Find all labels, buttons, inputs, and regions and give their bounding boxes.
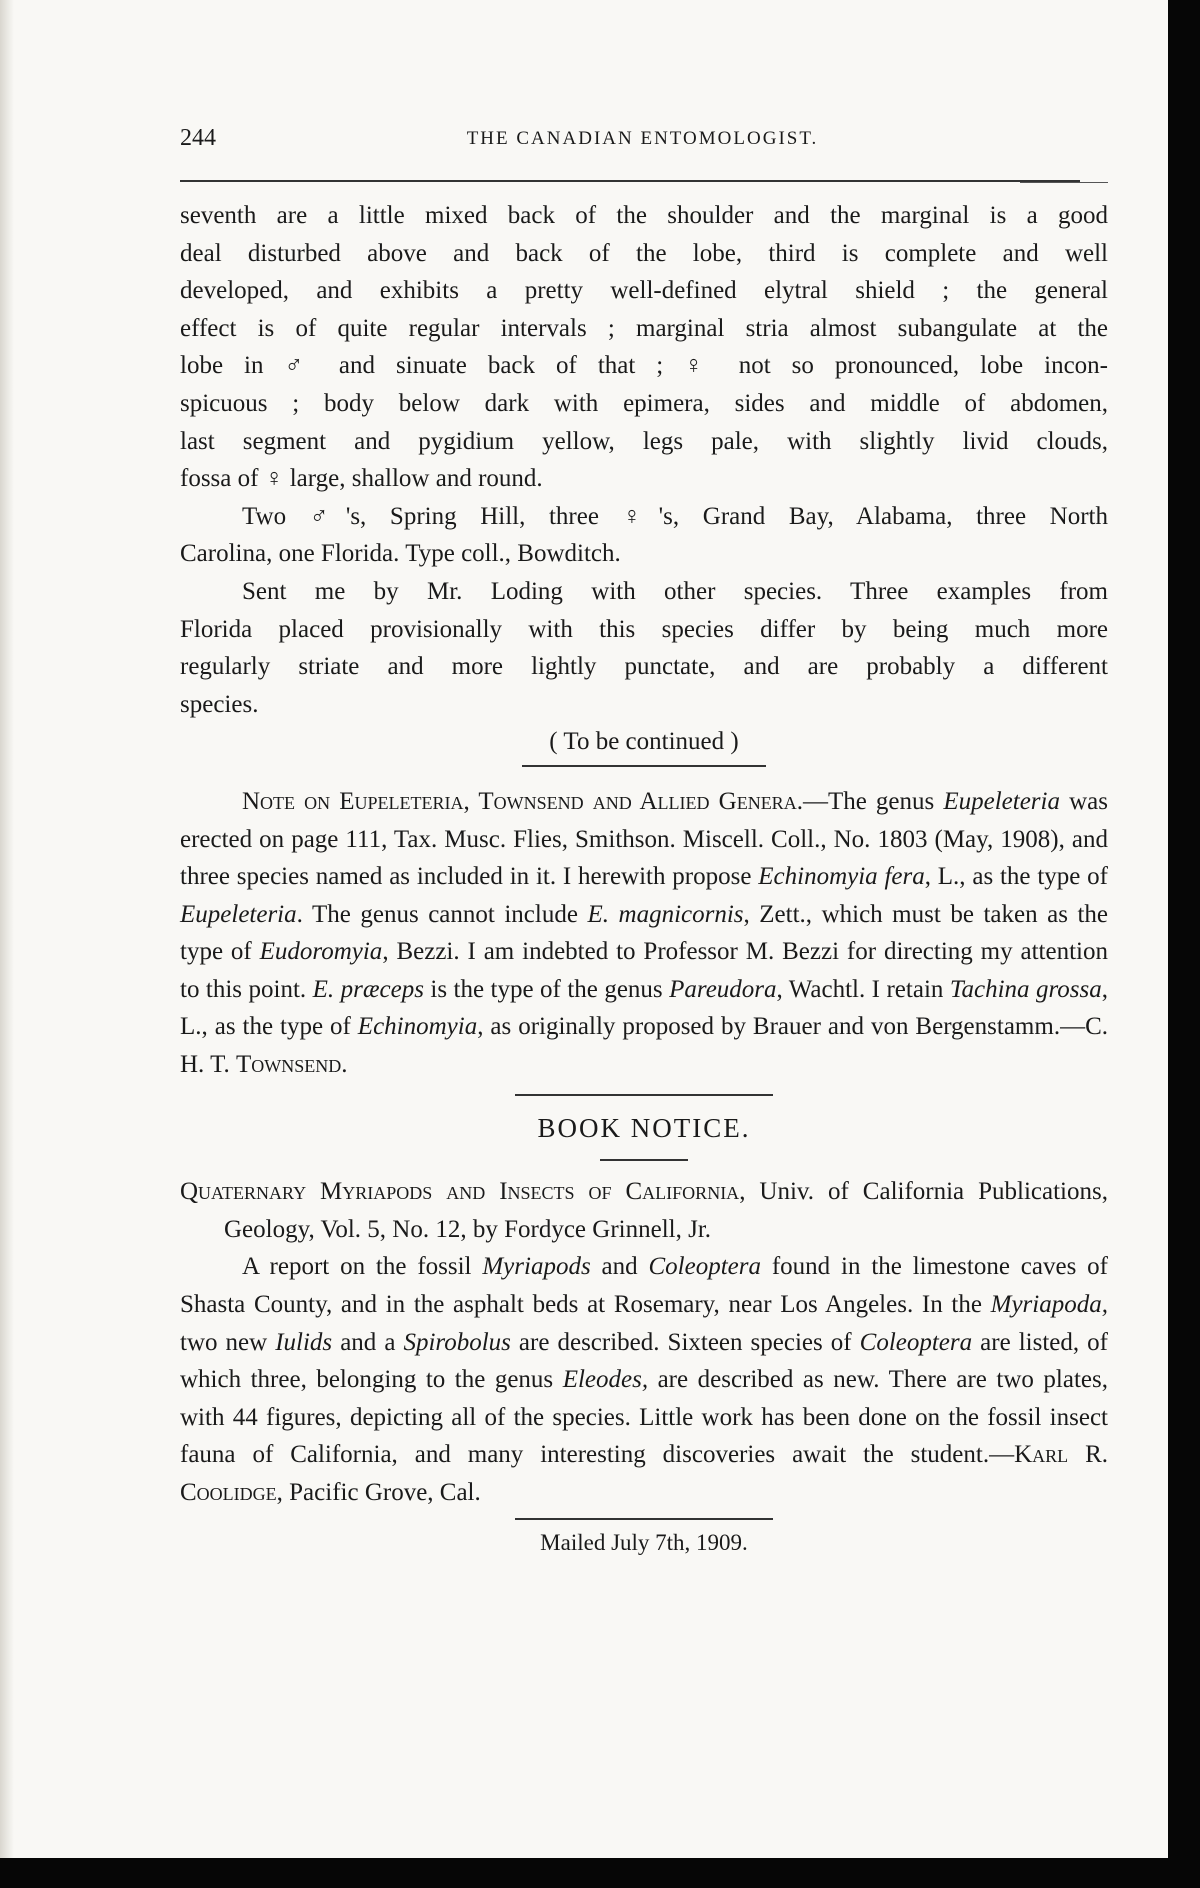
species-name: Echinomyia fera <box>758 863 925 891</box>
description-line: fossa of ♀ large, shallow and round. <box>180 465 543 493</box>
description-line: deal disturbed above and back of the lobe, third is complete and well <box>180 239 1108 267</box>
species-name: E. magnicornis <box>587 900 744 928</box>
description-line: seventh are a little mixed back of the shoulder and the marginal is a good <box>180 202 1108 229</box>
note-text: , as originally proposed by Brauer and von Bergenstamm.—C. H. T. <box>180 1013 1108 1079</box>
remarks-line: regularly striate and more lightly punctate, and are probably a different <box>180 653 1108 681</box>
localities-line: Two ♂'s, Spring Hill, three ♀'s, Grand Bay, Alabama, three North <box>242 502 1108 530</box>
review-text: two new <box>180 1328 276 1356</box>
citation-details: , Univ. of California Publications, Geology, Vol. 5, No. 12, by Fordyce Grinnell, Jr. <box>224 1178 1108 1243</box>
review-text: and <box>590 1253 649 1281</box>
remarks-paragraph <box>180 573 1108 723</box>
description-line: spicuous ; body below dark with epimera, sides and middle of abdomen, <box>180 389 1108 417</box>
localities-line: Carolina, one Florida. Type coll., Bowditch. <box>180 540 621 568</box>
page-body <box>180 197 1108 1561</box>
page-number: 244 <box>180 125 216 151</box>
genus-name: Echinomyia <box>357 1013 478 1041</box>
genus-name: Eupeleteria <box>943 787 1060 815</box>
taxon-name: Myriapoda, <box>990 1291 1108 1319</box>
book-review-paragraph <box>180 1248 1108 1511</box>
description-line: last segment and pygidium yellow, legs pale, with slightly livid clouds, <box>180 427 1108 455</box>
species-name: E. præceps <box>312 975 424 1003</box>
scan-border-right <box>1168 0 1200 1888</box>
genus-name: Eudoromyia <box>259 938 383 966</box>
species-name: Tachina grossa <box>949 975 1102 1003</box>
to-be-continued: ( To be continued ) <box>549 728 739 756</box>
genus-name: Eupeleteria <box>180 900 297 928</box>
note-text: , L., as the type of <box>924 863 1108 891</box>
section-rule <box>515 1094 773 1096</box>
note-author: Townsend. <box>236 1051 348 1079</box>
note-text: , L., as the type of <box>180 975 1108 1041</box>
taxon-name: Spirobolus <box>403 1328 511 1356</box>
title-rule <box>600 1159 688 1161</box>
taxon-name: Coleoptera <box>648 1253 761 1281</box>
description-line: developed, and exhibits a pretty well-defined elytral shield ; the general <box>180 277 1108 305</box>
remarks-line: Florida placed provisionally with this species differ by being much more <box>180 615 1108 643</box>
scan-border-bottom <box>0 1858 1200 1888</box>
taxon-name: Eleodes, <box>562 1366 649 1394</box>
species-description <box>180 197 1108 498</box>
section-rule <box>522 765 766 767</box>
note-text: , Wachtl. I retain <box>776 975 950 1003</box>
note-text: is the type of the genus <box>423 975 670 1003</box>
review-text: are listed, of which three, belonging to the genus <box>180 1328 1108 1394</box>
mailed-date: Mailed July 7th, 1909. <box>540 1529 748 1555</box>
reviewer-name: Karl R. Coolidge <box>180 1441 1109 1506</box>
taxon-name: Iulids <box>275 1328 333 1356</box>
note-text: , Zett., which must be taken as the type of <box>180 900 1108 966</box>
description-line: lobe in ♂ and sinuate back of that ; ♀ not so pronounced, lobe incon- <box>180 352 1108 380</box>
genus-name: Pareudora <box>669 975 777 1003</box>
review-text: are described. Sixteen species of <box>510 1328 860 1356</box>
review-text: found in the limestone caves of Shasta County, and in the asphalt beds at Rosemary, near Los Angeles. In the <box>180 1253 1108 1319</box>
note-heading: Note on Eupeleteria, Townsend and Allied Genera. <box>242 787 803 815</box>
remarks-line: Sent me by Mr. Loding with other species. Three examples from <box>242 577 1108 605</box>
note-text: was erected on page 111, Tax. Musc. Flies, Smithson. Miscell. Coll., No. 1803 (May, 1908), and three species named as included in it. I herewith propose <box>180 787 1108 891</box>
citation-title: Quaternary Myriapods and Insects of California <box>180 1178 740 1206</box>
review-text: are described as new. There are two plates, with 44 figures, depicting all of the species. Little work has been done on the fossil insect fauna of California, and many interesting discoveries await the student.— <box>180 1366 1108 1469</box>
localities-paragraph <box>180 498 1108 573</box>
header-rule <box>180 180 1080 182</box>
footer-rule <box>515 1518 773 1520</box>
book-citation <box>180 1173 1108 1248</box>
taxon-name: Myriapods <box>482 1253 591 1281</box>
reviewer-location: , Pacific Grove, Cal. <box>276 1479 481 1506</box>
remarks-line: species. <box>180 690 259 718</box>
note-paragraph: Note on Eupeleteria, Townsend and Allied Genera.—The genus Eupeleteria was erected on page 111, Tax. Musc. Flies, Smithson. Miscell. Coll., No. 1803 (May, 1908), and three species named as included in it. I herewith propose Echinomyia fera, L., as the type of Eupeleteria. The genus cannot include E. magnicornis, Zett., which must be taken as the type of Eudoromyia, Bezzi. I am indebted to Professor M. Bezzi for directing my attention to this point. E. præceps is the type of the genus Pareudora, Wachtl. I retain Tachina grossa, L., as the type of Echinomyia, as originally proposed by Brauer and von Bergenstamm.—C. H. T. Townsend. <box>180 787 1108 1079</box>
review-text: and a <box>332 1328 404 1356</box>
header-rule-extension <box>1020 182 1108 183</box>
page-left-shadow <box>0 0 14 1858</box>
note-text: , Bezzi. I am indebted to Professor M. Bezzi for directing my attention to this point. <box>180 938 1108 1003</box>
taxon-name: Coleoptera <box>859 1328 973 1356</box>
running-header <box>180 125 1105 159</box>
description-line: effect is of quite regular intervals ; marginal stria almost subangulate at the <box>180 314 1108 342</box>
running-title: THE CANADIAN ENTOMOLOGIST. <box>466 128 819 149</box>
note-text: . The genus cannot include <box>296 900 588 928</box>
review-text: A report on the fossil <box>242 1253 483 1281</box>
book-notice-title: BOOK NOTICE. <box>537 1112 751 1143</box>
